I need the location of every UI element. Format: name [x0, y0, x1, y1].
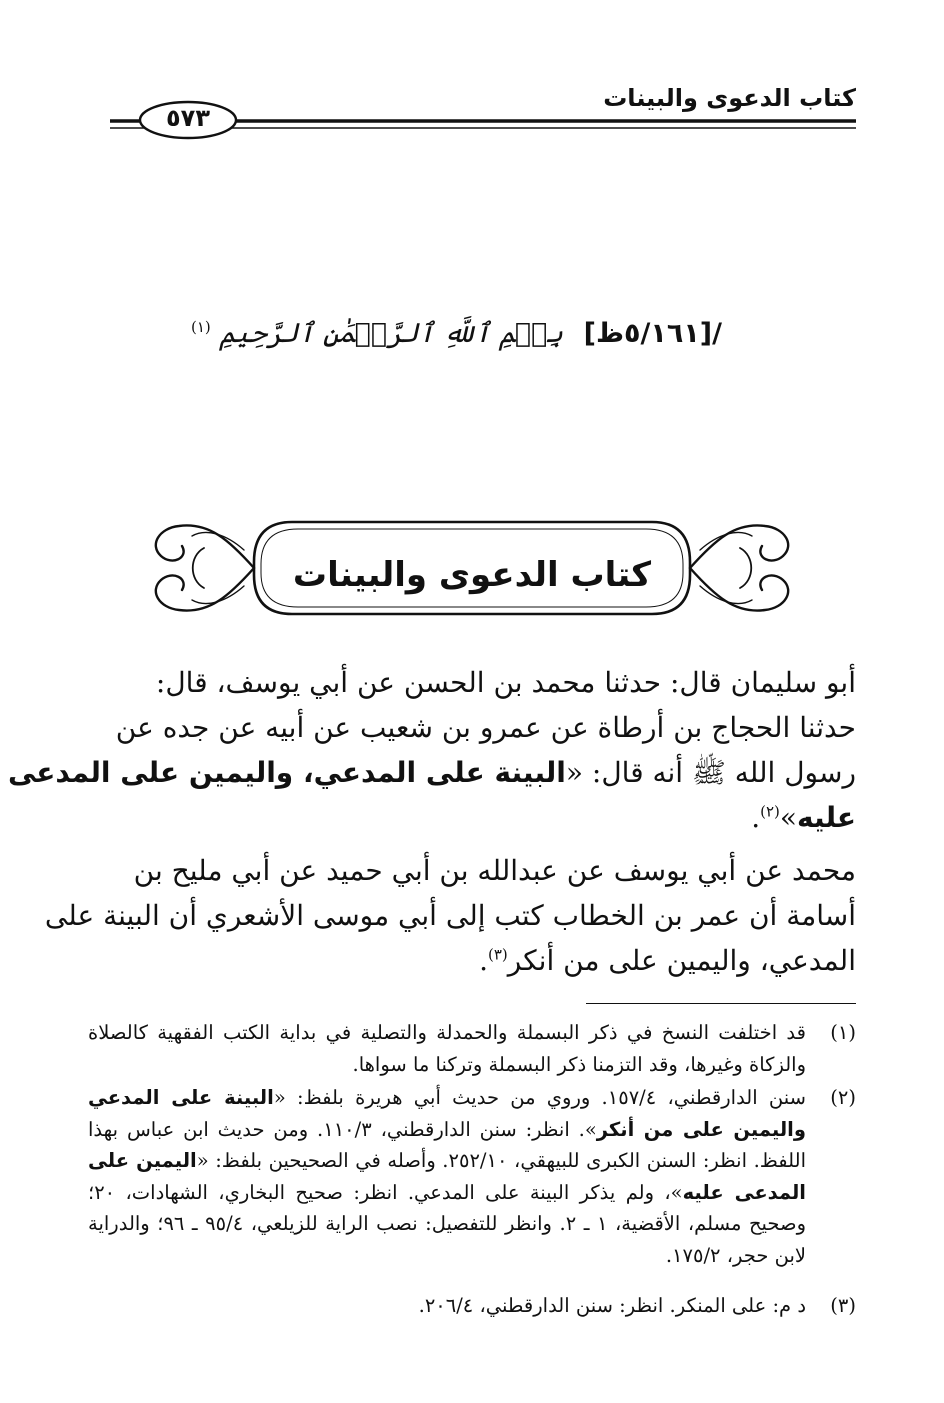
- footnote-number: (١): [830, 1021, 856, 1044]
- footnote-ref-1: (١): [190, 318, 211, 336]
- footnote-text: [88, 1082, 806, 1271]
- paragraph-line: أسامة أن عمر بن الخطاب كتب إلى أبي موسى الأشعري أن البينة على: [44, 899, 856, 932]
- hadith-text: عليه: [797, 801, 856, 834]
- footnote-ref-3: (٣): [487, 945, 508, 964]
- footnote-text: د م: على المنكر. انظر: سنن الدارقطني، ٢٠٦/٤.: [418, 1294, 806, 1317]
- paragraph-line: [8, 756, 856, 789]
- paragraph-line: حدثنا الحجاج بن أرطاة عن عمرو بن شعيب عن أبيه عن جده عن: [115, 711, 856, 744]
- chapter-title: كتاب الدعوى والبينات: [292, 555, 652, 595]
- footnote: [88, 1082, 856, 1271]
- title-ornament-frame: [0, 0, 944, 700]
- page-number: ٥٧٣: [166, 104, 210, 132]
- paragraph-line: أبو سليمان قال: حدثنا محمد بن الحسن عن أبي يوسف، قال:: [155, 666, 856, 699]
- footnote-text-part: »، ولم يذكر البينة على المدعي. انظر: صحيح البخاري، الشهادات، ٢٠؛ وصحيح مسلم، الأقضية، ١ ـ ٢. وانظر للتفصيل: نصب الراية للزيلعي، ٩٥/٤ ـ ٩٦؛ والدراية لابن حجر، ١٧٥/٢.: [88, 1180, 806, 1267]
- footnote-number: (٢): [830, 1086, 856, 1109]
- folio-mark: /[٥/١٦١ظ]: [583, 318, 722, 349]
- basmala: بِسۡمِ ٱللَّهِ ٱلرَّحۡمَٰنِ ٱلرَّحِيمِ: [219, 318, 564, 349]
- footnote-number: (٣): [830, 1294, 856, 1317]
- paragraph-text: رسول الله ﷺ أنه قال: «: [565, 756, 856, 789]
- hadith-text: البينة على المدعي، واليمين على المدعى: [7, 756, 566, 789]
- paragraph-line: محمد عن أبي يوسف عن عبدالله بن أبي حميد عن أبي مليح بن: [133, 854, 856, 887]
- footnote-ref-2: (٢): [760, 802, 780, 821]
- footnote-text: قد اختلفت النسخ في ذكر البسملة والحمدلة والتصلية في بداية الكتب الفقهية كالصلاة والزكاة وغيرها، وقد التزمنا ذكر البسملة وتركنا ما سواها.: [88, 1021, 806, 1076]
- running-head: كتاب الدعوى والبينات: [603, 84, 856, 112]
- footnote: [88, 1290, 856, 1322]
- quote-close: »: [779, 801, 798, 834]
- footnote-separator: [586, 1003, 856, 1004]
- paragraph-line: [479, 944, 856, 977]
- paragraph: [44, 848, 856, 983]
- paragraph: [7, 660, 856, 840]
- footnote-quote: البينة على المدعي واليمين على من أنكر: [88, 1086, 806, 1141]
- footnote: [88, 1017, 856, 1080]
- paragraph-text: المدعي، واليمين على من أنكر: [507, 944, 856, 977]
- paragraph-end: .: [751, 801, 761, 834]
- paragraph-line: [751, 801, 856, 834]
- footnote-text-part: ». انظر: سنن الدارقطني، ١١٠/٣. ومن حديث ابن عباس بهذا اللفظ. انظر: السنن الكبرى للبيهقي، ٢٥٢/١٠. وأصله في الصحيحين بلفظ: «: [88, 1117, 806, 1172]
- paragraph-end: .: [479, 944, 488, 977]
- footnote-text-part: سنن الدارقطني، ١٥٧/٤. وروي من حديث أبي هريرة بلفظ: «: [273, 1086, 806, 1109]
- footnote-quote: اليمين على المدعى عليه: [88, 1149, 806, 1204]
